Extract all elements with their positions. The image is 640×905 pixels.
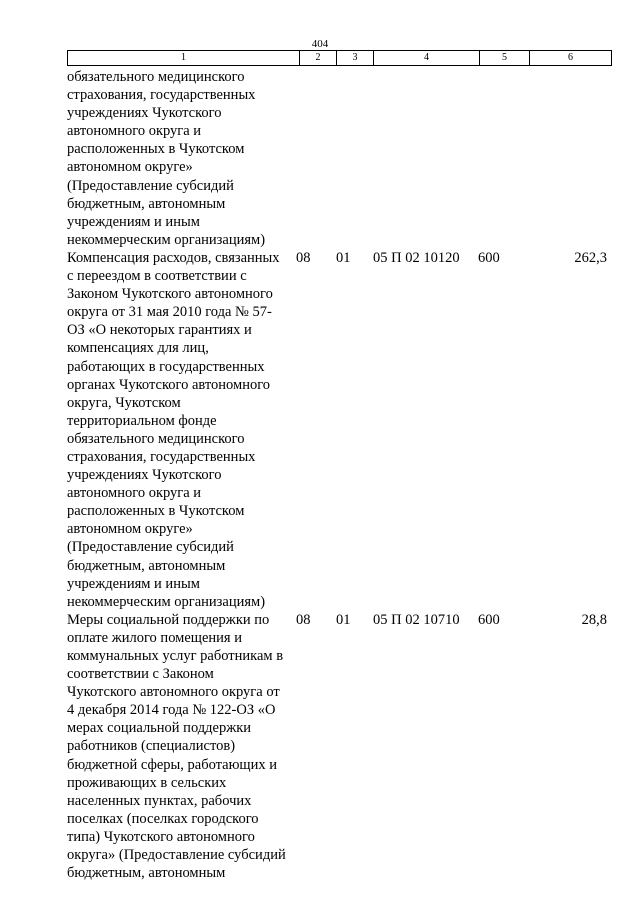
description-line: с переездом в соответствии с [67, 268, 247, 285]
item-description [67, 68, 299, 249]
description-line: Меры социальной поддержки по [67, 611, 270, 628]
description-line: (Предоставление субсидий [67, 539, 234, 556]
column-header-5: 5 [480, 51, 530, 66]
description-line: округа, Чукотском [67, 394, 181, 411]
description-line: страхования, государственных [67, 448, 256, 465]
amount-value: 28,8 [581, 611, 607, 628]
column-header-table [67, 50, 612, 66]
expense-type-code: 600 [478, 611, 500, 628]
description-line: работающих в государственных [67, 358, 265, 375]
description-line: компенсациях для лиц, [67, 340, 209, 357]
column-header-1: 1 [68, 51, 300, 66]
description-line: Законом Чукотского автономного [67, 286, 273, 303]
description-line: автономном округе» [67, 521, 193, 538]
column-header-6: 6 [530, 51, 612, 66]
target-article-code: 05 П 02 10120 [373, 249, 460, 266]
description-line: территориальном фонде [67, 412, 217, 429]
description-line: мерах социальной поддержки [67, 720, 252, 737]
column-header-4: 4 [374, 51, 480, 66]
page-number: 404 [311, 38, 329, 50]
description-line: коммунальных услуг работникам в [67, 648, 284, 664]
description-line: типа) Чукотского автономного [67, 828, 255, 845]
section-code: 08 [296, 611, 311, 628]
description-line: бюджетным, автономным [67, 557, 226, 574]
table-row [67, 68, 611, 249]
item-description [67, 611, 299, 882]
amount-value: 262,3 [574, 249, 607, 266]
description-line: некоммерческим организациям) [67, 593, 266, 610]
description-line: населенных пунктах, рабочих [67, 792, 252, 809]
description-line: работников (специалистов) [67, 738, 236, 755]
description-line: бюджетным, автономным [67, 865, 226, 882]
description-line: обязательного медицинского [67, 430, 245, 447]
description-line: поселках (поселках городского [67, 810, 259, 827]
section-code: 08 [296, 249, 311, 266]
subsection-code: 01 [336, 249, 351, 266]
target-article-code: 05 П 02 10710 [373, 611, 460, 628]
description-line: проживающих в сельских [67, 774, 227, 791]
description-line: расположенных в Чукотском [67, 503, 245, 520]
description-line: округа» (Предоставление субсидий [67, 847, 286, 864]
description-line: округа от 31 мая 2010 года № 57- [67, 304, 272, 321]
description-line: учреждениях Чукотского [67, 105, 222, 122]
description-line: некоммерческим организациям) [67, 231, 266, 248]
item-description [67, 249, 299, 611]
description-line: бюджетной сферы, работающих и [67, 756, 277, 773]
description-line: расположенных в Чукотском [67, 141, 245, 158]
column-header-3: 3 [337, 51, 374, 66]
description-line: учреждениям и иным [67, 213, 200, 230]
description-line: автономного округа и [67, 485, 202, 502]
description-line: оплате жилого помещения и [67, 629, 242, 646]
description-line: Чукотского автономного округа от [67, 684, 280, 701]
subsection-code: 01 [336, 611, 351, 628]
description-line: обязательного медицинского [67, 69, 245, 85]
description-line: учреждениях Чукотского [67, 467, 222, 484]
description-line: учреждениям и иным [67, 575, 200, 592]
description-line: автономном округе» [67, 159, 193, 176]
description-line: Компенсация расходов, связанных [67, 249, 280, 266]
description-line: бюджетным, автономным [67, 195, 226, 212]
description-line: автономного округа и [67, 123, 202, 140]
table-row [67, 611, 611, 882]
expense-type-code: 600 [478, 249, 500, 266]
column-header-row [68, 51, 612, 66]
description-line: 4 декабря 2014 года № 122-ОЗ «О [67, 702, 276, 719]
description-line: ОЗ «О некоторых гарантиях и [67, 322, 252, 339]
budget-rows [67, 68, 611, 882]
column-header-2: 2 [300, 51, 337, 66]
description-line: соответствии с Законом [67, 666, 214, 683]
table-row [67, 249, 611, 611]
description-line: органах Чукотского автономного [67, 376, 271, 393]
description-line: страхования, государственных [67, 87, 256, 104]
description-line: (Предоставление субсидий [67, 177, 234, 194]
